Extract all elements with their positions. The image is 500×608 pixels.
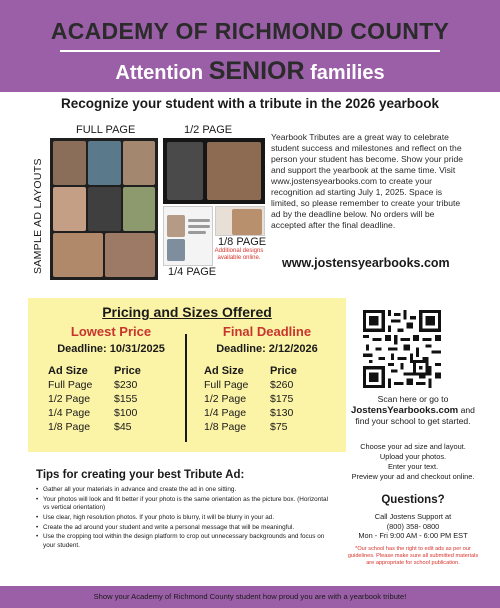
tip-item: • Create the ad around your student and write a personal message that will be meaningful. — [36, 524, 336, 532]
price-row — [36, 420, 186, 434]
sample-photo — [167, 239, 185, 261]
column-heading: Lowest Price — [70, 324, 152, 339]
ad-size: 1/4 Page — [48, 407, 91, 419]
ad-price: $230 — [114, 379, 138, 391]
pricing-title: Pricing and Sizes Offered — [102, 304, 272, 320]
ad-size: 1/8 Page — [48, 421, 91, 433]
full-page-label: FULL PAGE — [76, 124, 136, 136]
scan-instructions — [348, 394, 478, 427]
sample-photo — [53, 187, 86, 231]
scan-line: Scan here or go to — [377, 394, 449, 404]
footer-banner — [0, 586, 500, 608]
sample-photo — [188, 231, 206, 234]
pricing-box — [28, 298, 346, 452]
lowest-price-column — [36, 324, 186, 434]
tip-item: • Use the cropping tool within the design platform to crop out unnecessary backgrounds and focus on your student. — [36, 533, 336, 549]
step-item: Preview your ad and checkout online. — [351, 472, 475, 481]
ad-price: $75 — [270, 421, 288, 433]
additional-designs-note: Additional designs available online. — [214, 248, 264, 261]
price-header: Price — [114, 365, 141, 377]
sample-photo — [188, 219, 210, 222]
quarter-page-sample-image — [163, 206, 213, 266]
tagline: Recognize your student with a tribute in the 2026 yearbook — [60, 96, 440, 111]
support-hours: Mon - Fri 9:00 AM - 6:00 PM EST — [358, 531, 468, 540]
ad-size: 1/8 Page — [204, 421, 247, 433]
eighth-page-sample-image — [215, 206, 265, 236]
senior-word: SENIOR — [208, 57, 305, 85]
size-header: Ad Size — [48, 365, 88, 377]
attention-word: Attention — [115, 62, 204, 84]
step-item: Choose your ad size and layout. — [360, 442, 466, 451]
sample-photo — [188, 225, 210, 228]
sample-layouts-label — [30, 146, 46, 276]
sample-photo — [88, 187, 121, 231]
families-word: families — [310, 62, 385, 84]
quarter-page-label: 1/4 PAGE — [168, 266, 217, 278]
ad-price: $45 — [114, 421, 132, 433]
price-row — [192, 420, 342, 434]
scan-website-link[interactable]: JostensYearbooks.com — [351, 405, 459, 416]
ad-price: $130 — [270, 407, 294, 419]
ad-price: $155 — [114, 393, 138, 405]
price-row — [192, 406, 342, 420]
sample-photo — [53, 233, 103, 277]
step-item: Upload your photos. — [379, 452, 447, 461]
ad-size: 1/4 Page — [204, 407, 247, 419]
ad-size: 1/2 Page — [204, 393, 247, 405]
half-page-label: 1/2 PAGE — [184, 124, 233, 136]
ad-price: $100 — [114, 407, 138, 419]
column-heading: Final Deadline — [222, 324, 312, 339]
attention-heading — [0, 57, 500, 86]
final-deadline-column — [192, 324, 342, 434]
school-title: ACADEMY OF RICHMOND COUNTY — [50, 18, 450, 44]
step-item: Enter your text. — [387, 462, 439, 471]
eighth-page-label: 1/8 PAGE — [218, 236, 267, 248]
column-deadline: Deadline: 2/12/2026 — [216, 343, 318, 355]
sample-photo — [123, 187, 155, 231]
steps-list — [346, 442, 480, 482]
full-page-sample-image — [50, 138, 158, 280]
intro-paragraph: Yearbook Tributes are a great way to celebrate student success and milestones and reflect on the person your student has become. Show your pride and support the yearbook at the same time. Visit www.jostensyearbooks.com to create your recognition ad starting July 1, 2025. Space is limited, so please remember to create your tribute ad by the deadline below. No orders will be accepted after the final deadline. — [271, 132, 464, 230]
support-line: Call Jostens Support at — [374, 512, 452, 521]
sample-photo — [167, 142, 203, 200]
ad-size: Full Page — [48, 379, 93, 391]
sample-photo — [53, 141, 86, 185]
header-banner — [0, 0, 500, 92]
tips-list — [36, 486, 336, 551]
website-link[interactable]: www.jostensyearbooks.com — [282, 256, 450, 270]
price-table — [36, 364, 186, 434]
price-row — [36, 378, 186, 392]
sample-photo — [88, 141, 121, 185]
qr-code-graphic — [363, 310, 441, 388]
sample-photo — [167, 215, 185, 237]
header-divider — [60, 50, 440, 52]
price-header: Price — [270, 365, 297, 377]
qr-code[interactable] — [363, 310, 441, 388]
ad-size: Full Page — [204, 379, 249, 391]
sample-photo — [207, 142, 261, 200]
sample-photo — [232, 209, 262, 235]
half-page-sample-image — [163, 138, 265, 204]
price-row — [36, 392, 186, 406]
support-phone[interactable]: (800) 358- 0800 — [386, 521, 440, 531]
tip-item: • Your photos will look and fit better if your photo is the same orientation as the picture box. (Horizontal vs vertical orientation) — [36, 496, 336, 512]
ad-size: 1/2 Page — [48, 393, 91, 405]
sample-photo — [123, 141, 155, 185]
price-table-header — [192, 364, 342, 378]
ad-price: $175 — [270, 393, 294, 405]
tip-item: • Use clear, high resolution photos. If your photo is blurry, it will be blurry in your ad. — [36, 514, 336, 522]
pricing-divider — [185, 334, 187, 442]
price-row — [192, 392, 342, 406]
price-row — [192, 378, 342, 392]
price-table — [192, 364, 342, 434]
sample-photo — [105, 233, 155, 277]
tip-item: • Gather all your materials in advance and create the ad in one sitting. — [36, 486, 336, 494]
price-row — [36, 406, 186, 420]
column-deadline: Deadline: 10/31/2025 — [57, 343, 165, 355]
ad-price: $260 — [270, 379, 294, 391]
scan-line-suffix: and find your school to get started. — [355, 405, 475, 426]
price-table-header — [36, 364, 186, 378]
disclaimer-note: *Our school has the right to edit ads as per our guidelines. Please make sure all submitted materials are appropriate for school publication. — [347, 546, 479, 566]
tips-heading: Tips for creating your best Tribute Ad: — [36, 469, 245, 481]
size-header: Ad Size — [204, 365, 244, 377]
questions-heading: Questions? — [381, 494, 445, 506]
support-info — [346, 512, 480, 541]
scan-line — [348, 405, 478, 427]
sample-layouts-text: SAMPLE AD LAYOUTS — [32, 158, 44, 274]
footer-text: Show your Academy of Richmond County student how proud you are with a yearbook tribute! — [93, 592, 407, 601]
